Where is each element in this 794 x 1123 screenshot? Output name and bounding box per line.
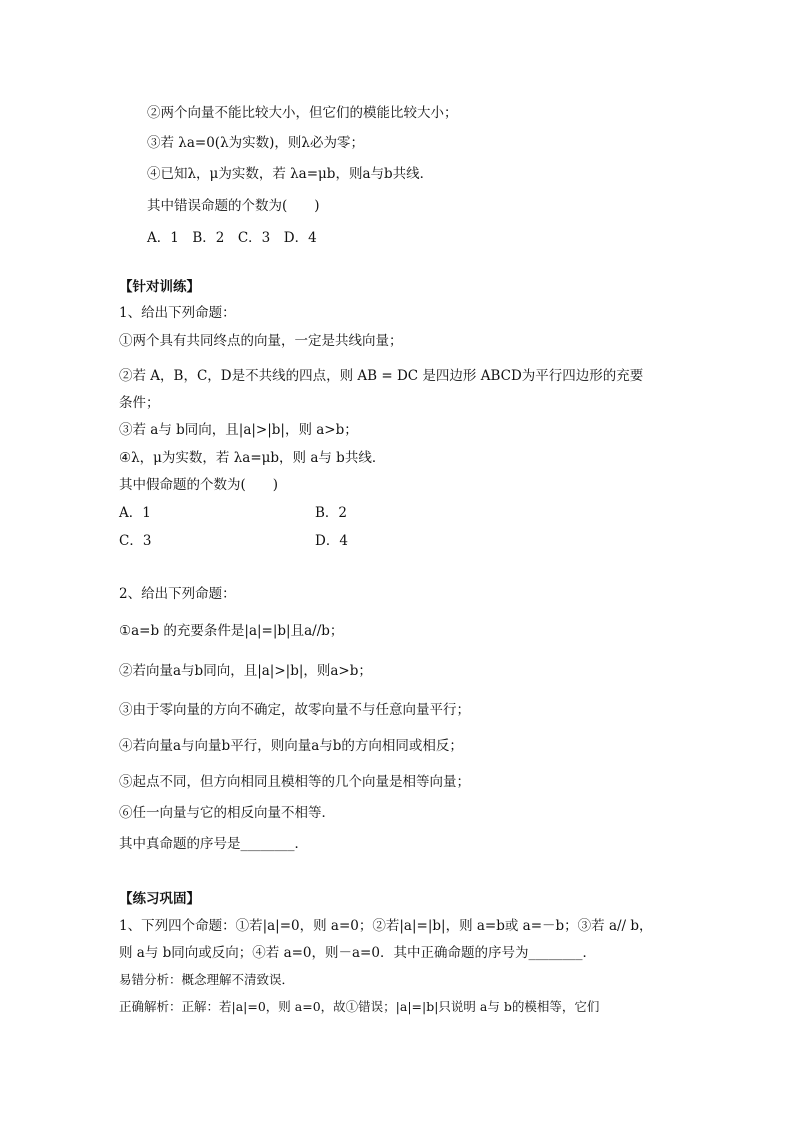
training-q1-item3: ③若 a与 b同向，且|a|>|b|，则 a>b； bbox=[119, 422, 358, 438]
error-analysis: 易错分析：概念理解不清致误． bbox=[119, 972, 295, 987]
proposition-2: ②两个向量不能比较大小，但它们的模能比较大小； bbox=[147, 105, 458, 121]
practice-q1-line1: 1、下列四个命题：①若|a|=0，则 a=0；②若|a|=|b|，则 a=b或 a=－b；③若 a// b， bbox=[119, 918, 653, 934]
question-text: 其中错误命题的个数为( ) bbox=[147, 198, 320, 214]
training-q1-question: 其中假命题的个数为( ) bbox=[119, 477, 279, 493]
correct-analysis: 正确解析：正解：若|a|=0，则 a=0，故①错误；|a|=|b|只说明 a与 b的模相等，它们 bbox=[119, 999, 600, 1014]
training-q1-item1: ①两个具有共同终点的向量，一定是共线向量； bbox=[119, 333, 403, 349]
training-q2-item6: ⑥任一向量与它的相反向量不相等． bbox=[119, 805, 335, 821]
training-q2-item2: ②若向量a与b同向，且|a|>|b|，则a>b； bbox=[119, 663, 372, 679]
training-q2-item3: ③由于零向量的方向不确定，故零向量不与任意向量平行； bbox=[119, 702, 470, 718]
training-q2-question: 其中真命题的序号是________． bbox=[119, 836, 308, 852]
practice-q1-line2: 则 a与 b同向或反向；④若 a=0，则－a=0．其中正确命题的序号为________． bbox=[119, 945, 596, 961]
answer-options: A．1 B．2 C．3 D．4 bbox=[147, 230, 317, 246]
training-q2-item4: ④若向量a与向量b平行，则向量a与b的方向相同或相反； bbox=[119, 738, 463, 754]
option-a: A．1 bbox=[119, 505, 151, 521]
training-q1-stem: 1、给出下列命题： bbox=[119, 305, 236, 321]
training-q2-stem: 2、给出下列命题： bbox=[119, 586, 236, 602]
training-q1-item2: ②若 A，B，C，D是不共线的四点，则 AB = DC 是四边形 ABCD为平行四边形的充要 bbox=[119, 368, 644, 384]
training-q2-item1: ①a=b 的充要条件是|a|=|b|且a//b； bbox=[119, 623, 344, 639]
option-c: C．3 bbox=[119, 533, 152, 549]
option-b: B．2 bbox=[315, 505, 348, 521]
training-q2-item5: ⑤起点不同，但方向相同且模相等的几个向量是相等向量； bbox=[119, 774, 470, 790]
option-d: D．4 bbox=[315, 533, 348, 549]
training-q1-item4: ④λ，μ为实数，若 λa=μb，则 a与 b共线． bbox=[119, 450, 386, 466]
proposition-3: ③若 λa=0(λ为实数)，则λ必为零； bbox=[147, 135, 364, 151]
section-heading-practice: 【练习巩固】 bbox=[119, 891, 200, 907]
proposition-4: ④已知λ，μ为实数，若 λa=μb，则a与b共线． bbox=[147, 166, 434, 182]
training-q1-item2-cont: 条件； bbox=[119, 395, 160, 411]
section-heading-training: 【针对训练】 bbox=[119, 279, 200, 295]
